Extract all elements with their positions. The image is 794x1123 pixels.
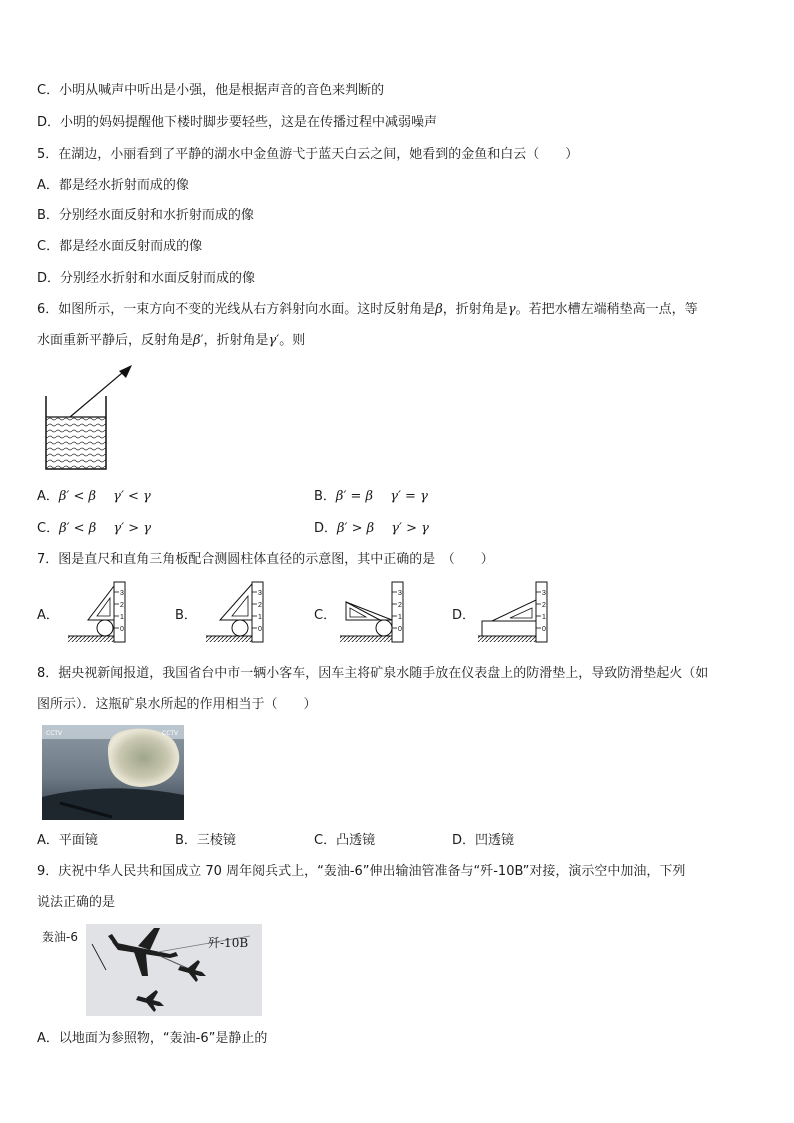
ruler-tick: 1: [542, 614, 546, 621]
q6-beta-symbol: β: [435, 302, 443, 317]
q6-stem-text: ，折射角是: [442, 302, 508, 317]
table-base: [478, 636, 536, 642]
q6-stem-text: 。则: [279, 333, 306, 348]
q6-option-a-text: β′ < β γ′ < γ: [58, 489, 151, 504]
q7-figure-a: [66, 580, 134, 646]
table-base: [340, 636, 392, 642]
burn-spot: [109, 730, 178, 786]
ray-arrow-icon: [119, 365, 132, 378]
ruler-tick: 1: [398, 614, 402, 621]
q4-option-d: D．小明的妈妈提醒他下楼时脚步要轻些，这是在传播过程中减弱噪声: [37, 115, 438, 130]
q6-stem-text: 水面重新平静后，反射角是: [37, 333, 194, 348]
q7-figure-c: [338, 580, 414, 646]
ruler-tick: 0: [258, 626, 262, 633]
ruler-tick: 2: [258, 602, 262, 609]
q6-option-c-label: C．: [37, 521, 60, 536]
ruler-tick: 3: [258, 590, 262, 597]
q6-stem-text: ，折射角是: [203, 333, 269, 348]
cylinder: [232, 620, 248, 636]
q7-label-a: A．: [37, 608, 59, 623]
q6-stem-line1: [37, 301, 698, 319]
q7-label-c: C．: [314, 608, 337, 623]
table-base: [206, 636, 252, 642]
ruler-tick: 0: [542, 626, 546, 633]
ruler-tick: 3: [120, 590, 124, 597]
ruler-tick: 1: [258, 614, 262, 621]
q9-refuel-photo: [42, 924, 262, 1016]
q6-option-d: [314, 520, 429, 538]
q5-option-a: A．都是经水折射而成的像: [37, 178, 189, 193]
ruler-tick: 3: [398, 590, 402, 597]
q8-option-a: A．平面镜: [37, 833, 98, 848]
q6-option-d-text: β′ > β γ′ > γ: [337, 521, 429, 536]
ruler-tick: 1: [120, 614, 124, 621]
q8-dashboard-photo: [42, 725, 184, 820]
q7-stem: 7．图是直尺和直角三角板配合测圆柱体直径的示意图，其中正确的是 （ ）: [37, 552, 494, 567]
q8-option-b: B．三棱镜: [175, 833, 236, 848]
q7-figure-b: [204, 580, 272, 646]
q6-stem-line2: [37, 332, 305, 350]
q9-label-fighter: 歼-10B: [208, 936, 249, 950]
q6-stem-text: 。若把水槽左端稍垫高一点，等: [515, 302, 698, 317]
ruler-tick: 2: [120, 602, 124, 609]
water-body: [46, 417, 106, 469]
q7-label-d: D．: [452, 608, 476, 623]
q6-beta-prime-symbol: β′: [193, 333, 204, 348]
block-object: [482, 621, 536, 636]
q8-option-d: D．凹透镜: [452, 833, 515, 848]
q6-gamma-prime-symbol: γ′: [268, 333, 280, 348]
ruler-tick: 2: [542, 602, 546, 609]
q8-stem-line2: 图所示）．这瓶矿泉水所起的作用相当于（ ）: [37, 697, 317, 712]
ruler-tick: 0: [120, 626, 124, 633]
incident-ray: [70, 368, 128, 417]
q7-label-b: B．: [175, 608, 197, 623]
q6-option-c: [37, 520, 151, 538]
ruler-tick: 2: [398, 602, 402, 609]
q5-option-c: C．都是经水面反射而成的像: [37, 239, 203, 254]
ruler-tick: 0: [398, 626, 402, 633]
table-base: [68, 636, 114, 642]
q6-option-c-text: β′ < β γ′ > γ: [59, 521, 151, 536]
q8-stem-line1: 8．据央视新闻报道，我国省台中市一辆小客车，因车主将矿泉水随手放在仪表盘上的防滑垫上，导致防滑垫起火（如: [37, 666, 709, 681]
q9-option-a: A．以地面为参照物，“轰油-6”是静止的: [37, 1031, 268, 1046]
q5-stem: 5．在湖边，小丽看到了平静的湖水中金鱼游弋于蓝天白云之间，她看到的金鱼和白云（ ）: [37, 147, 579, 162]
q6-option-a: [37, 488, 151, 506]
svg-text:CCTV: CCTV: [46, 730, 63, 737]
q9-label-tanker: 轰油-6: [42, 930, 78, 944]
q9-stem-line1: 9．庆祝中华人民共和国成立 70 周年阅兵式上，“轰油-6”伸出输油管准备与“歼-10B”对接，演示空中加油，下列: [37, 864, 686, 879]
q6-option-a-label: A．: [37, 489, 59, 504]
q6-option-b: [314, 488, 428, 506]
q6-gamma-symbol: γ: [507, 302, 516, 317]
q8-option-c: C．凸透镜: [314, 833, 376, 848]
svg-text:CCTV: CCTV: [162, 730, 179, 737]
q6-stem-text: 6．如图所示，一束方向不变的光线从右方斜射向水面。这时反射角是: [37, 302, 436, 317]
q6-option-b-text: β′ = β γ′ = γ: [335, 489, 428, 504]
q6-water-tank-figure: [40, 362, 140, 474]
q6-option-d-label: D．: [314, 521, 338, 536]
q4-option-c: C．小明从喊声中听出是小强，他是根据声音的音色来判断的: [37, 83, 385, 98]
q5-option-b: B．分别经水面反射和水折射而成的像: [37, 208, 254, 223]
cylinder: [97, 620, 113, 636]
q6-option-b-label: B．: [314, 489, 336, 504]
ruler-tick: 3: [542, 590, 546, 597]
triangle-ruler: [220, 584, 252, 620]
cylinder: [376, 620, 392, 636]
q7-figure-d: [476, 580, 556, 646]
q9-stem-line2: 说法正确的是: [37, 895, 116, 910]
q5-option-d: D．分别经水折射和水面反射而成的像: [37, 271, 256, 286]
